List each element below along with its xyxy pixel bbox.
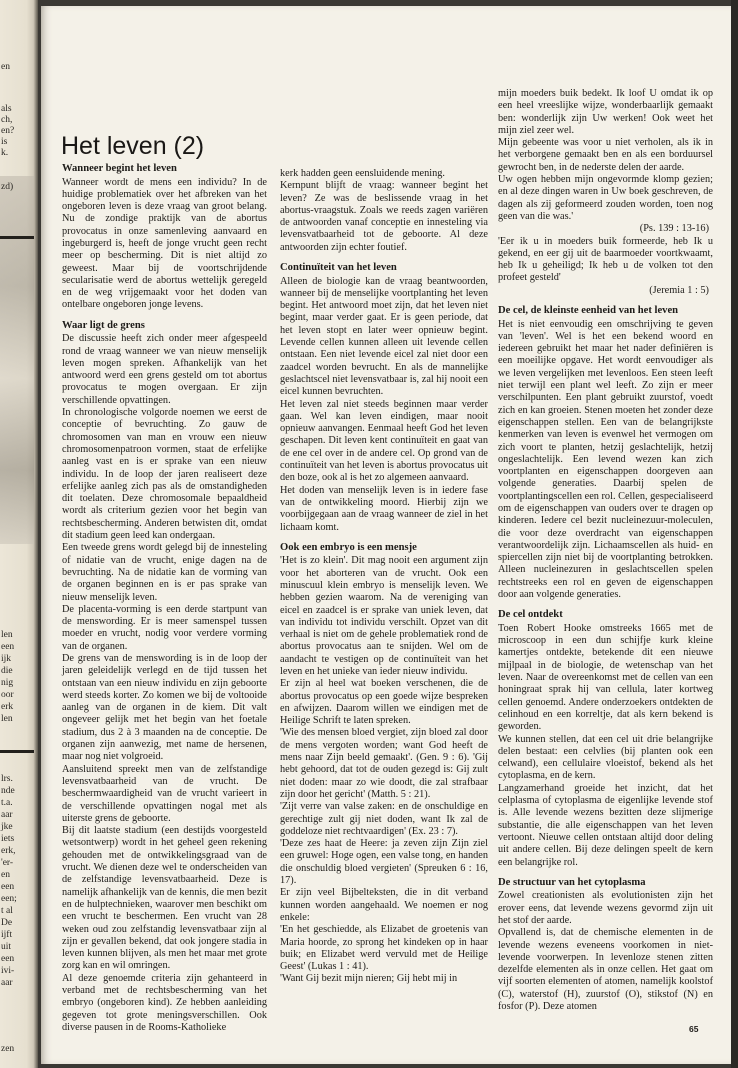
- adjacent-page-fragment: is: [1, 137, 8, 147]
- adjacent-page-fragment: len: [1, 714, 13, 724]
- adjacent-page-photo: [0, 176, 34, 544]
- paragraph: mijn moeders buik bedekt. Ik loof U omdat ik op een heel vreeslijke wijze, wonderbaarlijk gemaakt ben: wonderlijk zijn Uw werken! Ook weet het mijn ziel zeer wel.: [498, 88, 713, 136]
- paragraph: 'Het is zo klein'. Dit mag nooit een argument zijn voor het aborteren van de vrucht. Ook een minuscuul klein embryo is menselijk leven. We hebben gezien waarom. Na de vereniging van eicel en zaadcel is er sprake van uniek leven, dat van individu tot individu verschilt. Opzet van dit verhaal is niet om de gehele problematiek rond de abortus provocatus aan te snijden. Wel om de aandacht te vestigen op de continuïteit van het leven en het unieke van ieder nieuw individu.: [280, 555, 488, 677]
- scripture-reference: (Ps. 139 : 13-16): [639, 223, 709, 235]
- adjacent-page-fragment: De: [1, 918, 13, 928]
- adjacent-page-fragment: erk: [1, 702, 14, 712]
- paragraph: Bij dit laatste stadium (een destijds voorgesteld wetsontwerp) wordt in het geheel geen rekening gehouden met de ontwikkelingsgraad van de vrucht. We dienen deze wel te onderscheiden van de zelfstandige levensvatbaarheid. Deze is namelijk afhankelijk van de kennis, die men bezit en de hulptechnieken, waarover men beschikt om een vrucht te beschermen. Een vrucht van 28 weken oud zou zelfstandig levensvatbaar zijn al zijn er gevallen bekend, dat ook jongere stadia in leven kunnen blijven, als men het maar met grote zorg kan en wil omringen.: [62, 825, 267, 972]
- adjacent-page-fragment: ijft: [1, 930, 13, 940]
- adjacent-page-fragment: een: [1, 954, 15, 964]
- section-heading: Continuïteit van het leven: [280, 262, 397, 274]
- section-heading: De cel, de kleinste eenheid van het leven: [498, 305, 679, 317]
- adjacent-page-fragment: en: [1, 62, 10, 72]
- paragraph: Aansluitend spreekt men van de zelfstandige levensvatbaarheid van de vrucht. De beschermwaardigheid van de vrucht varieert in de verschillende opvattingen nogal met als uiterste grens de geboorte.: [62, 763, 267, 824]
- scripture-reference: (Jeremia 1 : 5): [649, 284, 709, 296]
- paragraph: Zowel creationisten als evolutionisten zijn het erover eens, dat levende wezens gevormd zijn uit het stof der aarde.: [498, 890, 713, 926]
- adjacent-page-fragment: iets: [1, 834, 15, 844]
- adjacent-page-rule: [0, 750, 34, 753]
- paragraph: De discussie heeft zich onder meer afgespeeld rond de vraag wanneer we van nieuw menselijk leven mogen spreken. Afhankelijk van het antwoord werd een grens gesteld om tot abortus provocatus te mogen overgaan. Er zijn verschillende opvattingen.: [62, 333, 267, 406]
- paragraph: 'Want Gij bezit mijn nieren; Gij hebt mij in: [280, 973, 458, 985]
- paragraph: Wanneer wordt de mens een individu? In de huidige problematiek over het afbreken van het ongeboren leven is deze vraag van groot belang. Nu de zondige praktijk van de abortus provocatus in onze samenleving aanvaard en ingeburgerd is, heeft de jonge vrucht geen recht meer op bescherming. Dit is niet altijd zo geweest. Maar bij de voortschrijdende secularisatie werd de abortus wettelijk geregeld en de weg vrijgemaakt voor het doden van ontelbare ongeboren jonge levens.: [62, 176, 267, 311]
- paragraph: Een tweede grens wordt gelegd bij de innesteling of nidatie van de vrucht, enige dagen na de bevruchting. Na de nidatie kan de vorming van de organen beginnen en is er pas sprake van nieuw menselijk leven.: [62, 542, 267, 603]
- adjacent-page-fragment: t.a.: [1, 798, 13, 808]
- adjacent-page-fragment: oor: [1, 690, 14, 700]
- paragraph: Alleen de biologie kan de vraag beantwoorden, wanneer bij de menselijke voortplanting het leven begint. Het antwoord moet zijn, dat het leven niet begint, maar verder gaat. Er is geen periode, dat het leven stopt en later weer opnieuw begint. Levende cellen kunnen alleen uit levende cellen ontstaan. Een niet levende eicel zal niet door een zaadcel worden bevrucht. En als de mannelijke geslachtscel niet levensvatbaar is, zal hij nooit een eicel kunnen bevruchten.: [280, 275, 488, 398]
- adjacent-page-fragment: k.: [1, 148, 9, 158]
- adjacent-page-fragment: t al: [1, 906, 13, 916]
- paragraph: Kernpunt blijft de vraag: wanneer begint het leven? Ze was de beslissende vraag in het abortus-vraagstuk. Zoals we reeds zagen variëren de antwoorden vanaf conceptie en innesteling via levensvatbaarheid tot de geboorte. Al deze antwoorden zijn echter foutief.: [280, 180, 488, 253]
- paragraph: Het is niet eenvoudig een omschrijving te geven van 'leven'. Wel is het een bekend woord en iedereen gebruikt het maar het nader definiëren is een moeilijke opgave. Het wordt eenvoudiger als we leven vergelijken met levenloos. Een steen leeft niet terwijl een plant wel leeft. Zo zijn er meer verschilpunten. Een plant gebruikt zuurstof, voedt zich en kan groeien. Stenen moeten het zonder deze eigenschappen stellen. Een van de belangrijkste kenmerken van leven is evenwel het vermogen om zich voort te planten, hetzij geslachtelijk, hetzij ongeslachtelijk. Een levend wezen kan zich voortplanten en eigenschappen doorgeven aan volgende generaties. Daarbij spelen de voortplantingscellen een rol. Cellen, gespecialiseerd om de eigenschappen van ouders over te dragen op kinderen. Iedere cel bezit nucleinezuur-moleculen, die voor deze overdracht van eigenschappen verantwoordelijk zijn. Lichaamscellen als huid- en spiercellen zijn niet bij de voortplanting betrokken. Alleen nucleinezuren in geslachtscellen spelen rechtstreeks een rol en geven de eigenschappen door aan volgende generaties.: [498, 318, 714, 601]
- column-2: [280, 168, 488, 986]
- adjacent-page-fragment: erk,: [1, 846, 16, 856]
- article-title: Het leven (2): [61, 132, 205, 160]
- adjacent-page-fragment: ijk: [1, 654, 12, 664]
- adjacent-page-fragment: zen: [1, 1044, 15, 1054]
- adjacent-page-fragment: en?: [1, 126, 15, 136]
- column-1: [62, 163, 267, 1034]
- section-heading: Ook een embryo is een mensje: [280, 541, 417, 553]
- adjacent-page-fragment: zd): [1, 182, 14, 192]
- section-heading: De cel ontdekt: [498, 609, 563, 621]
- paragraph: kerk hadden geen eensluidende mening.: [280, 168, 445, 179]
- paragraph: 'Eer ik u in moeders buik formeerde, heb Ik u gekend, en eer gij uit de baarmoeder voortkwaamt, heb Ik u geheiligd; Ik heb u de volken tot den profeet gesteld': [498, 235, 713, 284]
- paragraph: De grens van de menswording is in de loop der jaren geleidelijk verlegd en de tijd tussen het ontstaan van een nieuw individu en zijn geboorte werd steeds korter. Zo komen we bij de voltooide aanleg van de organen in de kiem. Dit valt ongeveer gelijk met het begin van het foetale stadium, dus 2 à 3 maanden na de conceptie. De organen zijn aanwezig, met name de hersenen, maar nog niet volgroeid.: [62, 652, 267, 763]
- page-number: 65: [689, 1024, 699, 1034]
- adjacent-page-rule: [0, 236, 34, 239]
- paragraph: Toen Robert Hooke omstreeks 1665 met de microscoop in een dun schijfje kurk kleine kamertjes ontdekte, betekende dit een nieuwe mijlpaal in de biologie, de wetenschap van het leven. Naar de overeenkomst met de cellen van een honingraat sprak hij van cellula, later kortweg cellen genoemd. Andere onderzoekers ontdekten de celinhoud en een korreltje, dat als kern bekend is geworden.: [498, 622, 713, 733]
- adjacent-page-fragment: nig: [1, 678, 14, 688]
- adjacent-page-fragment: aar: [1, 810, 13, 820]
- adjacent-page-fragment: die: [1, 666, 13, 676]
- paragraph: We kunnen stellen, dat een cel uit drie belangrijke delen bestaat: een celvlies (bij planten ook een celwand), een cellulaire vloeistof, bekend als het cytoplasma, en de kern.: [498, 733, 713, 782]
- section-heading: Waar ligt de grens: [62, 319, 145, 331]
- adjacent-page-fragment: 'er-: [1, 858, 14, 868]
- adjacent-page-fragment: een: [1, 642, 15, 652]
- adjacent-page-fragment: jke: [1, 822, 13, 832]
- paragraph: Er zijn al heel wat boeken verschenen, die de abortus provocatus op een goede wijze bespreken en afwijzen. Daarom willen we eindigen met de Heilige Schrift te laten spreken.: [280, 678, 488, 727]
- paragraph: 'Deze zes haat de Heere: ja zeven zijn Zijn ziel een gruwel: Hoge ogen, een valse tong, en handen die onschuldig bloed vergieten' (Spreuken 6 : 16, 17).: [280, 838, 488, 887]
- paragraph: 'En het geschiedde, als Elizabet de groetenis van Maria hoorde, zo sprong het kindeken op in haar buik; en Elizabet werd vervuld met de Heilige Geest' (Lukas 1 : 41).: [280, 924, 488, 973]
- adjacent-page-fragment: en: [1, 870, 10, 880]
- paragraph: Al deze genoemde criteria zijn gehanteerd in verband met de rechtsbescherming van het embryo (ongeboren kind). Ze hebben aanleiding gegeven tot grote meningsverschillen. Ook diverse pausen in de Rooms-Katholieke: [62, 972, 267, 1033]
- adjacent-page-fragment: lrs.: [1, 774, 13, 784]
- adjacent-page-fragment: ivi-: [1, 966, 15, 976]
- adjacent-page-strip: [0, 0, 38, 1068]
- paragraph: 'Wie des mensen bloed vergiet, zijn bloed zal door de mens vergoten worden; want God heeft de mens naar Zijn beeld gemaakt'. (Gen. 9 : 6). 'Gij hebt gehoord, dat tot de ouden gezegd is: Gij zult niet doden: maar zo wie doodt, die zal strafbaar zijn door het gericht' (Matth. 5 : 21).: [280, 727, 488, 800]
- column-3: [498, 88, 713, 1013]
- page-edge: [731, 0, 738, 1068]
- adjacent-page-fragment: len: [1, 630, 13, 640]
- adjacent-page-fragment: nde: [1, 786, 15, 796]
- paragraph: 'Zijt verre van valse zaken: en de onschuldige en gerechtige zult gij niet doden, want Ik zal de goddeloze niet rechtvaardigen' (Ex. 23 : 7).: [280, 801, 488, 837]
- paragraph: Uw ogen hebben mijn ongevormde klomp gezien; en al deze dingen waren in Uw boek geschreven, de dagen als zij geformeerd zouden worden, toen nog geen van die was.': [498, 174, 713, 222]
- paragraph: De placenta-vorming is een derde startpunt van de menswording. Er is meer samenspel tussen moeder en vrucht, nodig voor verdere vorming van de organen.: [62, 603, 267, 652]
- adjacent-page-fragment: een: [1, 882, 15, 892]
- section-heading: De structuur van het cytoplasma: [498, 876, 646, 888]
- paragraph: Mijn gebeente was voor u niet verholen, als ik in het verborgene gemaakt ben en als een borduursel gewrocht ben, in de nederste delen der aarde.: [498, 137, 713, 173]
- paragraph: Langzamerhand groeide het inzicht, dat het celplasma of cytoplasma de eigenlijke levende stof is. Alle levende wezens bezitten deze slijmerige substantie, die alle eigenschappen van het leven vertoont. Nieuwe cellen ontstaan altijd door deling uit andere cellen. Bij deze delingen speelt de kern een belangrijke rol.: [498, 782, 713, 868]
- adjacent-page-fragment: ch,: [1, 115, 13, 125]
- paragraph: Het leven zal niet steeds beginnen maar verder gaan. Wel kan leven eindigen, maar nooit opnieuw aanvangen. Eenmaal heeft God het leven geschapen. Dit leven kent continuïteit en gaat van de ene cel over in de andere cel. Op grond van de continuïteit van het leven is abortus provocatus uit den boze, ook al is het zo algemeen aanvaard.: [280, 398, 488, 484]
- adjacent-page-fragment: aar: [1, 978, 13, 988]
- magazine-page: [41, 6, 731, 1064]
- paragraph: Opvallend is, dat de chemische elementen in de levende wezens eveneens voorkomen in niet-levende voorwerpen. In levenloze stenen zitten dezelfde elementen als in onze cellen. Het gaat om vijf soorten elementen of atomen, namelijk koolstof (C), waterstof (H), zuurstof (O), stikstof (N) en fosfor (P). Deze atomen: [498, 927, 713, 1012]
- paragraph: Er zijn veel Bijbelteksten, die in dit verband kunnen worden aangehaald. We noemen er nog enkele:: [280, 887, 488, 923]
- paragraph: Het doden van menselijk leven is in iedere fase van de ontwikkeling moord. Hierbij zijn we voorbijgegaan aan de vraag wanneer de ziel in het lichaam komt.: [280, 484, 488, 533]
- adjacent-page-fragment: een;: [1, 894, 17, 904]
- adjacent-page-fragment: als: [1, 104, 12, 114]
- paragraph: In chronologische volgorde noemen we eerst de conceptie of bevruchting. Zo gauw de chromosomen van man en vrouw een nieuw chromosomenpatroon vormen, staat de erfelijke aanleg vast en is er sprake van een nieuw individu. In de loop der jaren realiseert deze erfelijke aanleg zich pas als de omstandigheden dit toelaten. Deze chromosomale bepaaldheid wordt als criterium gezien voor het begin van rechtsbescherming. Anderen betwisten dit, omdat dit stadium geen leed kan ondergaan.: [62, 407, 267, 542]
- adjacent-page-fragment: uit: [1, 942, 12, 952]
- section-heading: Wanneer begint het leven: [62, 163, 177, 174]
